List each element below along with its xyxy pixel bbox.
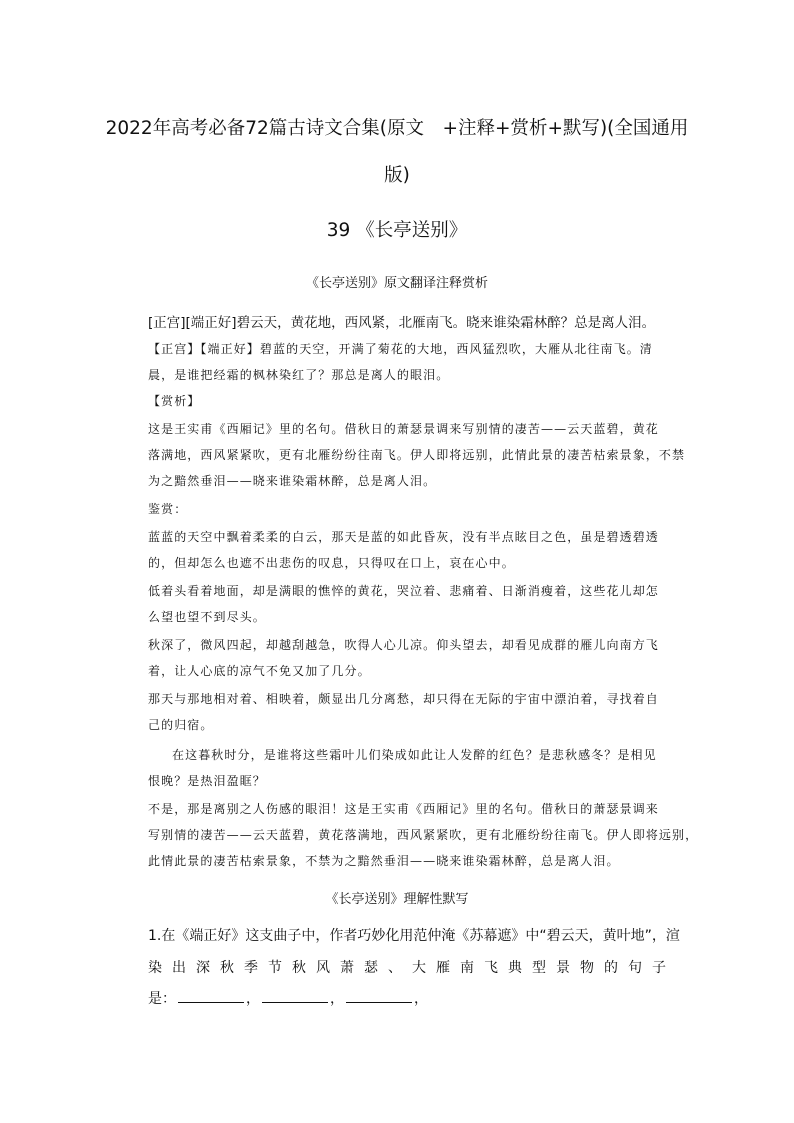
paragraph-4-line-2: 己的归宿。 bbox=[148, 718, 214, 732]
section1-heading: 《长亭送别》原文翻译注释赏析 bbox=[305, 276, 488, 291]
poem-heading: 39 《长亭送别》 bbox=[326, 220, 468, 241]
paragraph-2-line-1: 低着头看着地面，却是满眼的憔悴的黄花，哭泣着、悲痛着、日渐消瘦着，这些花儿却怎 bbox=[148, 584, 659, 598]
question-1-line-2 bbox=[148, 957, 688, 977]
answer-blank-2[interactable] bbox=[262, 990, 328, 1003]
question-1-line-3 bbox=[148, 988, 688, 1008]
section2-heading: 《长亭送别》理解性默写 bbox=[325, 892, 469, 907]
appreciation-label: 【赏析】 bbox=[148, 394, 201, 408]
comma-2: ， bbox=[330, 991, 344, 1007]
paragraph-2-line-2: 么望也望不到尽头。 bbox=[148, 610, 266, 624]
answer-blank-1[interactable] bbox=[178, 990, 244, 1003]
question-1-line-2-text: 染出深秋季节秋风萧瑟、大雁南飞典型景物的句子 bbox=[148, 960, 676, 976]
translation-line-1: 【正宫】【端正好】碧蓝的天空，开满了菊花的大地，西风猛烈吹，大雁从北往南飞。清 bbox=[148, 342, 653, 356]
appreciation-line-1: 这是王实甫《西厢记》里的名句。借秋日的萧瑟景调来写别情的凄苦——云天蓝碧，黄花 bbox=[148, 422, 659, 436]
paragraph-6-line-1: 不是，那是离别之人伤感的眼泪！这是王实甫《西厢记》里的名句。借秋日的萧瑟景调来 bbox=[148, 802, 659, 816]
paragraph-3-line-2: 着，让人心底的凉气不免又加了几分。 bbox=[148, 664, 371, 678]
paragraph-1-line-2: 的，但却怎么也遮不出悲伤的叹息，只得叹在口上，哀在心中。 bbox=[148, 556, 515, 570]
paragraph-5-line-2: 恨晚？是热泪盈眶？ bbox=[148, 774, 266, 788]
jianshang-label: 鉴赏： bbox=[148, 502, 188, 516]
question-1-line-1: 1.在《端正好》这支曲子中，作者巧妙化用范仲淹《苏幕遮》中“碧云天，黄叶地”，渲 bbox=[148, 928, 680, 944]
paragraph-6-line-3: 此情此景的凄苦枯索景象，不禁为之黯然垂泪——晓来谁染霜林醉，总是离人泪。 bbox=[148, 854, 620, 868]
paragraph-3-line-1: 秋深了，微风四起，却越刮越急，吹得人心儿凉。仰头望去，却看见成群的雁儿向南方飞 bbox=[148, 638, 659, 652]
comma-3: ， bbox=[414, 991, 428, 1007]
appreciation-line-3: 为之黯然垂泪——晓来谁染霜林醉，总是离人泪。 bbox=[148, 474, 437, 488]
paragraph-4-line-1: 那天与那地相对着、相映着，颇显出几分离愁，却只得在无际的宇宙中漂泊着，寻找着自 bbox=[148, 692, 659, 706]
question-1-prefix: 是： bbox=[148, 991, 176, 1007]
original-line: [正宫][端正好]碧云天，黄花地，西风紧，北雁南飞。晓来谁染霜林醉？总是离人泪。 bbox=[148, 315, 656, 331]
document-title-line2: 版) bbox=[384, 165, 410, 186]
comma-1: ， bbox=[246, 991, 260, 1007]
translation-line-2: 晨，是谁把经霜的枫林染红了？那总是离人的眼泪。 bbox=[148, 368, 450, 382]
appreciation-line-2: 落满地，西风紧紧吹，更有北雁纷纷往南飞。伊人即将远别，此情此景的凄苦枯索景象，不禁 bbox=[148, 448, 686, 462]
paragraph-6-line-2: 写别情的凄苦——云天蓝碧，黄花落满地，西风紧紧吹，更有北雁纷纷往南飞。伊人即将远别， bbox=[148, 828, 699, 842]
paragraph-1-line-1: 蓝蓝的天空中飘着柔柔的白云，那天是蓝的如此昏灰，没有半点眩目之色，虽是碧透碧透 bbox=[148, 530, 659, 544]
answer-blank-3[interactable] bbox=[346, 990, 412, 1003]
paragraph-5-line-1: 在这暮秋时分，是谁将这些霜叶儿们染成如此让人发醉的红色？是悲秋感冬？是相见 bbox=[172, 748, 657, 762]
document-title-line1: 2022年高考必备72篇古诗文合集(原文 +注释+赏析+默写)(全国通用 bbox=[105, 118, 689, 139]
